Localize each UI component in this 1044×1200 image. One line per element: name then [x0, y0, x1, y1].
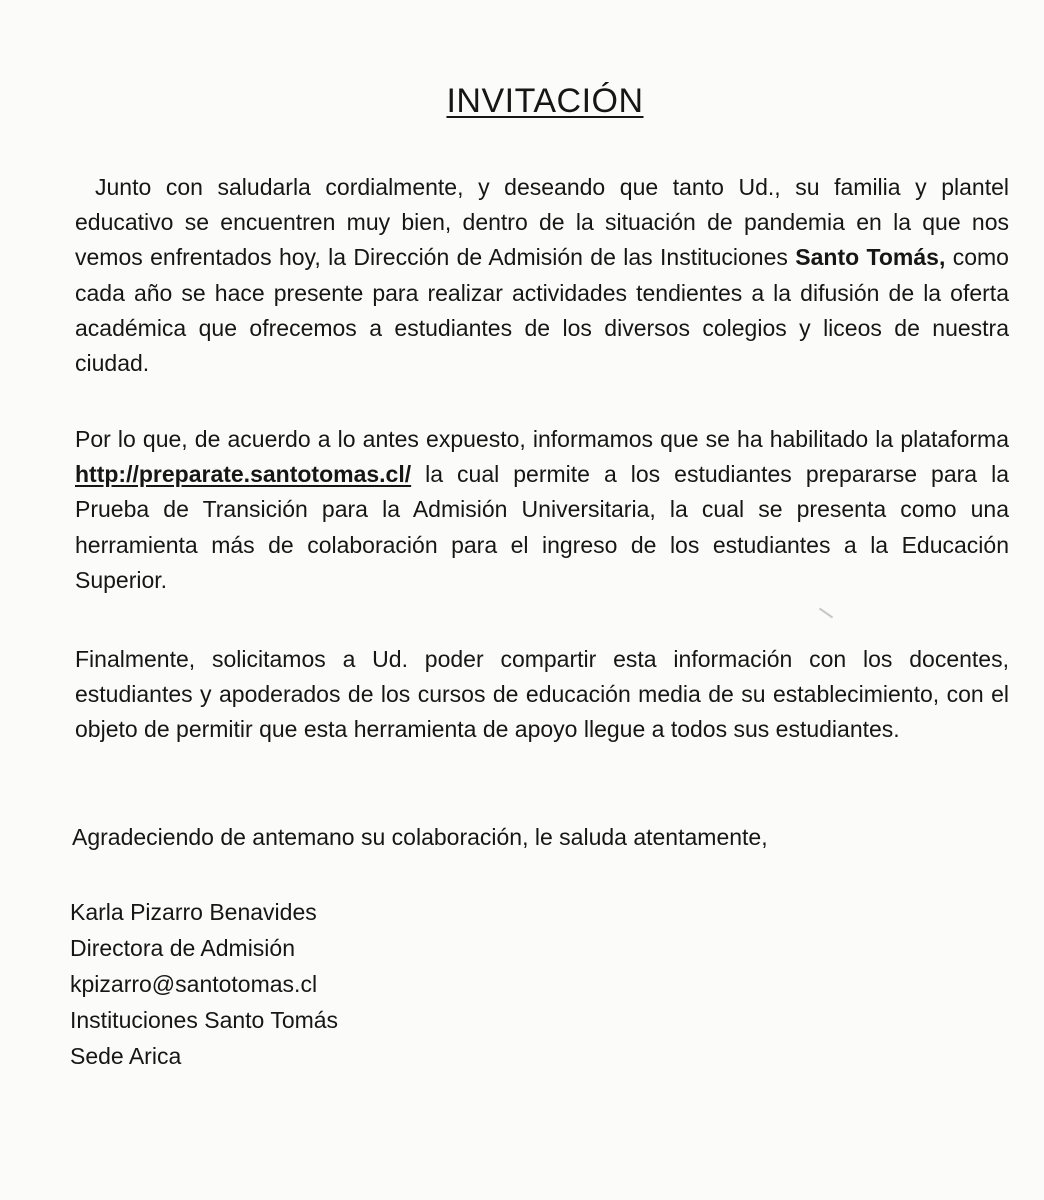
signature-site: Sede Arica — [70, 1043, 182, 1069]
closing-line: Agradeciendo de antemano su colaboración, le saluda atentamente, — [72, 824, 768, 850]
signature-email[interactable]: kpizarro@santotomas.cl — [70, 971, 318, 997]
paragraph-platform-text-after: la cual permite a los estudiantes prepararse para la Prueba de Transición para la Admisión Universitaria, la cual se presenta como una herramienta más de colaboración para el ingreso de los estudiantes a la Educación Superior. — [75, 461, 1009, 593]
platform-link[interactable]: http://preparate.santotomas.cl/ — [75, 461, 412, 488]
document-title-text: INVITACIÓN — [446, 81, 644, 120]
paragraph-greeting-text-before: Junto con saludarla cordialmente, y deseando que tanto Ud., su familia y plantel educativo se encuentren muy bien, dentro de la situación de pandemia en la que nos vemos enfrentados hoy, la Dirección de Admisión de las Instituciones — [75, 174, 1009, 271]
paragraph-platform-text-before: Por lo que, de acuerdo a lo antes expuesto, informamos que se ha habilitado la plataforma — [75, 426, 1009, 452]
document-title — [0, 81, 1044, 121]
signature-position: Directora de Admisión — [70, 935, 295, 961]
signature-institution: Instituciones Santo Tomás — [70, 1007, 339, 1033]
signature-block — [70, 894, 338, 1074]
paragraph-platform — [75, 422, 1009, 598]
scan-speck — [819, 608, 833, 619]
paragraph-greeting — [75, 170, 1009, 381]
paragraph-request: Finalmente, solicitamos a Ud. poder compartir esta información con los docentes, estudiantes y apoderados de los cursos de educación media de su establecimiento, con el objeto de permitir que esta herramienta de apoyo llegue a todos sus estudiantes. — [75, 646, 1009, 743]
institution-name-bold: Santo Tomás, — [795, 244, 946, 271]
signature-name: Karla Pizarro Benavides — [70, 899, 317, 925]
paragraph-greeting-text-after: como cada año se hace presente para realizar actividades tendientes a la difusión de la oferta académica que ofrecemos a estudiantes de los diversos colegios y liceos de nuestra ciudad. — [75, 244, 1009, 377]
